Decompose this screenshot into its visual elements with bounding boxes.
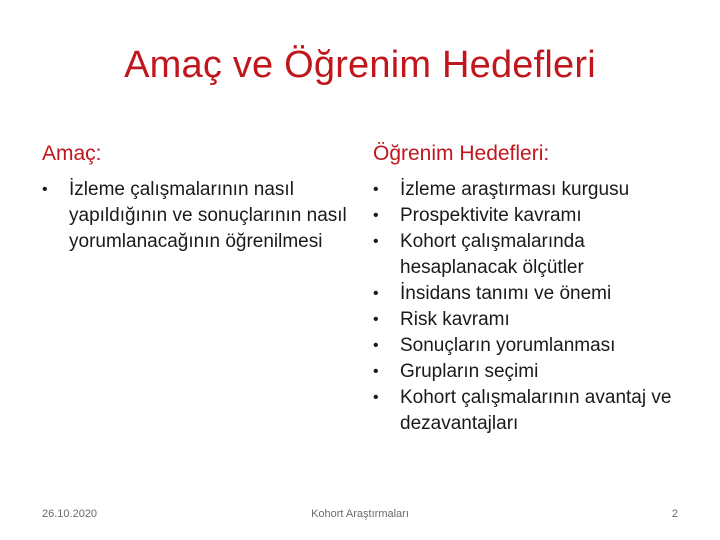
objectives-column bbox=[373, 140, 693, 437]
bullet-icon: • bbox=[373, 389, 379, 406]
bullet-icon: • bbox=[373, 311, 379, 328]
objectives-list bbox=[373, 177, 693, 437]
aim-heading: Amaç: bbox=[42, 142, 102, 165]
list-item-text: Kohort çalışmalarının avantaj ve dezavantajları bbox=[400, 387, 672, 434]
list-item-text: Prospektivite kavramı bbox=[400, 205, 582, 226]
list-item-text: Sonuçların yorumlanması bbox=[400, 335, 616, 356]
list-item bbox=[373, 359, 693, 385]
bullet-icon: • bbox=[42, 181, 48, 198]
objectives-heading: Öğrenim Hedefleri: bbox=[373, 142, 550, 165]
list-item bbox=[373, 385, 693, 437]
footer-date: 26.10.2020 bbox=[42, 508, 98, 520]
bullet-icon: • bbox=[373, 233, 379, 250]
list-item bbox=[373, 203, 693, 229]
list-item-text: İzleme çalışmalarının nasıl yapıldığının ve sonuçlarının nasıl yorumlanacağının öğrenilmesi bbox=[69, 179, 347, 252]
bullet-icon: • bbox=[373, 181, 379, 198]
bullet-icon: • bbox=[373, 285, 379, 302]
slide-title: Amaç ve Öğrenim Hedefleri bbox=[124, 44, 596, 86]
list-item-text: İnsidans tanımı ve önemi bbox=[400, 283, 612, 304]
list-item bbox=[373, 281, 693, 307]
list-item bbox=[373, 229, 693, 281]
list-item-text: Risk kavramı bbox=[400, 309, 510, 330]
list-item bbox=[373, 177, 693, 203]
bullet-icon: • bbox=[373, 363, 379, 380]
aim-column bbox=[42, 140, 347, 255]
list-item bbox=[373, 333, 693, 359]
list-item bbox=[373, 307, 693, 333]
list-item bbox=[42, 177, 347, 255]
bullet-icon: • bbox=[373, 207, 379, 224]
aim-list bbox=[42, 177, 347, 255]
footer-title: Kohort Araştırmaları bbox=[311, 508, 409, 520]
list-item-text: İzleme araştırması kurgusu bbox=[400, 179, 630, 200]
list-item-text: Kohort çalışmalarında hesaplanacak ölçütler bbox=[400, 231, 585, 278]
list-item-text: Grupların seçimi bbox=[400, 361, 539, 382]
page-number: 2 bbox=[671, 508, 678, 520]
bullet-icon: • bbox=[373, 337, 379, 354]
